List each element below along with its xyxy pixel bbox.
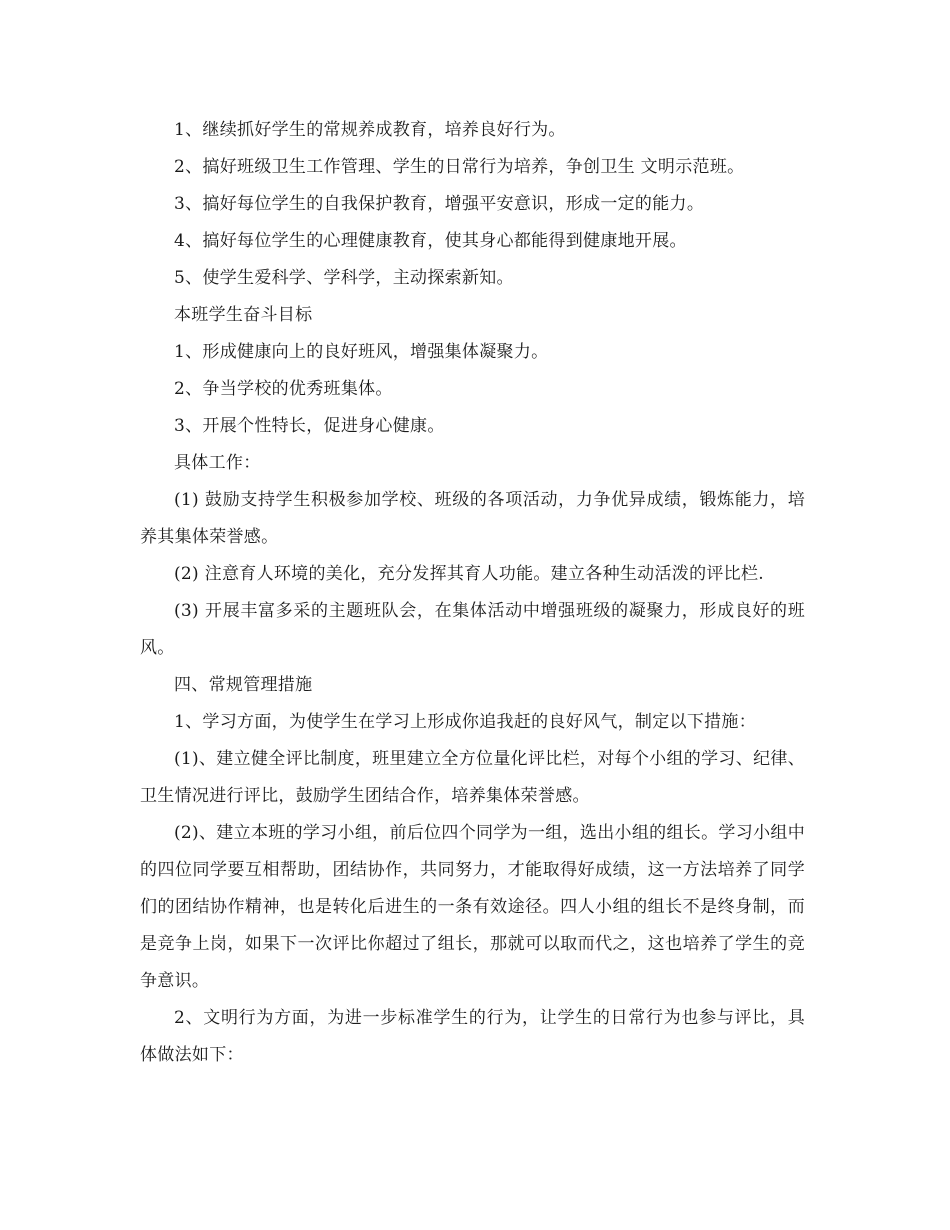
paragraph: 1、继续抓好学生的常规养成教育，培养良好行为。 bbox=[174, 120, 566, 140]
paragraph: (3) 开展丰富多采的主题班队会，在集体活动中增强班级的凝聚力，形成良好的班风。 bbox=[140, 601, 805, 658]
paragraph: 5、使学生爱科学、学科学，主动探索新知。 bbox=[174, 268, 514, 288]
paragraph: (1)、建立健全评比制度，班里建立全方位量化评比栏，对每个小组的学习、纪律、卫生情况进行评比，鼓励学生团结合作，培养集体荣誉感。 bbox=[140, 749, 805, 806]
document-body bbox=[140, 112, 805, 1074]
paragraph: 2、争当学校的优秀班集体。 bbox=[174, 379, 393, 399]
paragraph: (1) 鼓励支持学生积极参加学校、班级的各项活动，力争优异成绩，锻炼能力，培养其集体荣誉感。 bbox=[140, 490, 805, 547]
paragraph: 4、搞好每位学生的心理健康教育，使其身心都能得到健康地开展。 bbox=[174, 231, 687, 251]
paragraph: 2、文明行为方面，为进一步标准学生的行为，让学生的日常行为也参与评比，具体做法如下： bbox=[140, 1008, 805, 1065]
section-heading: 四、常规管理措施 bbox=[174, 675, 313, 695]
paragraph: 1、学习方面，为使学生在学习上形成你追我赶的良好风气，制定以下措施： bbox=[174, 712, 757, 732]
paragraph: 3、开展个性特长，促进身心健康。 bbox=[174, 416, 445, 436]
paragraph: 1、形成健康向上的良好班风，增强集体凝聚力。 bbox=[174, 342, 549, 362]
paragraph: (2)、建立本班的学习小组，前后位四个同学为一组，选出小组的组长。学习小组中的四位同学要互相帮助，团结协作，共同努力，才能取得好成绩，这一方法培养了同学们的团结协作精神，也是转化后进生的一条有效途径。四人小组的组长不是终身制，而是竞争上岗，如果下一次评比你超过了组长，那就可以取而代之，这也培养了学生的竞争意识。 bbox=[140, 823, 805, 991]
paragraph: (2) 注意育人环境的美化，充分发挥其育人功能。建立各种生动活泼的评比栏. bbox=[174, 564, 764, 584]
section-heading: 具体工作： bbox=[174, 453, 261, 473]
paragraph: 2、搞好班级卫生工作管理、学生的日常行为培养，争创卫生 文明示范班。 bbox=[174, 157, 745, 177]
section-heading: 本班学生奋斗目标 bbox=[174, 305, 313, 325]
paragraph: 3、搞好每位学生的自我保护教育，增强平安意识，形成一定的能力。 bbox=[174, 194, 705, 214]
